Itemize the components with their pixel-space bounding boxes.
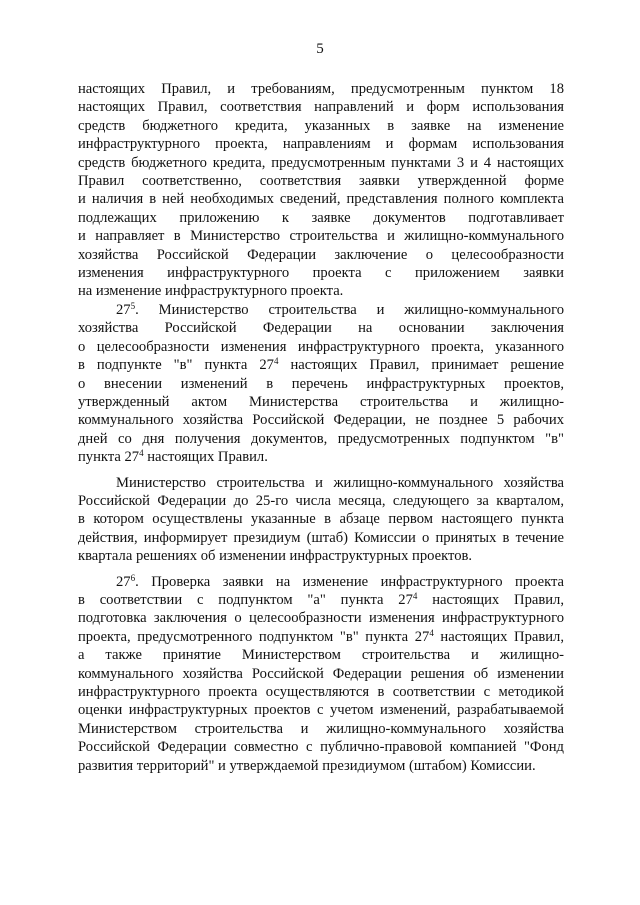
superscript-index: 6 [130, 572, 136, 583]
text-line: в котором осуществлены указанные в абзаце первом настоящего пункта [78, 511, 564, 528]
paragraph-gap [78, 467, 564, 474]
text-line: коммунального хозяйства Российской Федерации, не позднее 5 рабочих [78, 412, 564, 429]
text-line: инфраструктурного проекта, направлениям и формам использования [78, 136, 564, 153]
text-line: хозяйства Российской Федерации на основании заключения [78, 320, 564, 337]
text-line: $27^5$. Министерство строительства и жилищно-коммунального [116, 300, 564, 318]
text-line: действия, информирует президиум (штаб) Комиссии о принятых в течение [78, 529, 564, 546]
text-line: подготовка заключения о целесообразности изменения инфраструктурного [78, 610, 564, 627]
text-line: $27^6$. Проверка заявки на изменение инфраструктурного проекта [116, 572, 564, 590]
text-line: утвержденный актом Министерства строительства и жилищно- [78, 393, 564, 410]
text-line: хозяйства Российской Федерации заключение о целесообразности [78, 246, 564, 263]
text-line: о внесении изменений в перечень инфраструктурных проектов, [78, 375, 564, 392]
page-number: 5 [316, 41, 324, 57]
paragraph-gap [78, 566, 564, 573]
text-line: и наличия в ней необходимых сведений, представления полного комплекта [78, 191, 564, 208]
text-line: на изменение инфраструктурного проекта. [78, 283, 344, 300]
text-line: оценки инфраструктурных проектов с учетом изменений, разрабатываемой [78, 702, 564, 719]
text-line: Российской Федерации совместно с публично-правовой компанией "Фонд [78, 739, 564, 756]
superscript-index: 4 [273, 356, 279, 367]
text-line: изменения инфраструктурного проекта с приложением заявки [78, 265, 564, 282]
superscript-index: 5 [130, 300, 136, 311]
paragraph-27-5 [78, 301, 564, 467]
superscript-index: 4 [412, 590, 418, 601]
text-line: настоящих Правил, и требованиям, предусмотренным пунктом 18 [78, 81, 564, 97]
text-line: средств бюджетного кредита, указанных в заявке на изменение [78, 117, 564, 134]
text-line: а также принятие Министерством строительства и жилищно- [78, 647, 564, 664]
text-line: в соответствии с подпунктом "а" пункта $27^4$ настоящих Правил, [78, 590, 564, 608]
paragraph-ministry-informs [78, 474, 564, 566]
text-line: средств бюджетного кредита, предусмотренным пунктами 3 и 4 настоящих [78, 154, 564, 171]
text-line: квартала решениях об изменении инфраструктурных проектов. [78, 548, 473, 565]
text-line: настоящих Правил, соответствия направлений и форм использования [78, 99, 564, 116]
text-line: и направляет в Министерство строительства и жилищно-коммунального [78, 228, 564, 245]
text-line: коммунального хозяйства Российской Федерации решения об изменении [78, 665, 564, 682]
text-line: о целесообразности изменения инфраструктурного проекта, указанного [78, 338, 564, 355]
text-line: пункта $27^4$ настоящих Правил. [78, 448, 268, 466]
text-line: в подпункте "в" пункта $27^4$ настоящих Правил, принимает решение [78, 356, 564, 374]
text-line: Министерство строительства и жилищно-коммунального хозяйства [116, 474, 564, 491]
text-line: Российской Федерации до 25-го числа месяца, следующего за кварталом, [78, 492, 564, 509]
text-line: Министерством строительства и жилищно-коммунального хозяйства [78, 720, 564, 737]
document-body [78, 80, 564, 775]
paragraph-27-6 [78, 573, 564, 775]
paragraph-1 [78, 80, 564, 301]
text-line: развития территорий" и утверждаемой президиумом (штабом) Комиссии. [78, 757, 536, 774]
text-line: дней со дня получения документов, предусмотренных подпунктом "в" [78, 430, 564, 447]
superscript-index: 4 [429, 627, 434, 638]
superscript-index: 4 [139, 448, 144, 459]
text-line: Правил соответственно, соответствия заявки утвержденной форме [78, 173, 564, 190]
text-line: инфраструктурного проекта осуществляются в соответствии с методикой [78, 684, 564, 700]
text-line: подлежащих приложению к заявке документов подготавливает [78, 209, 564, 226]
text-line: проекта, предусмотренного подпунктом "в" пункта $27^4$ настоящих Правил, [78, 627, 564, 645]
